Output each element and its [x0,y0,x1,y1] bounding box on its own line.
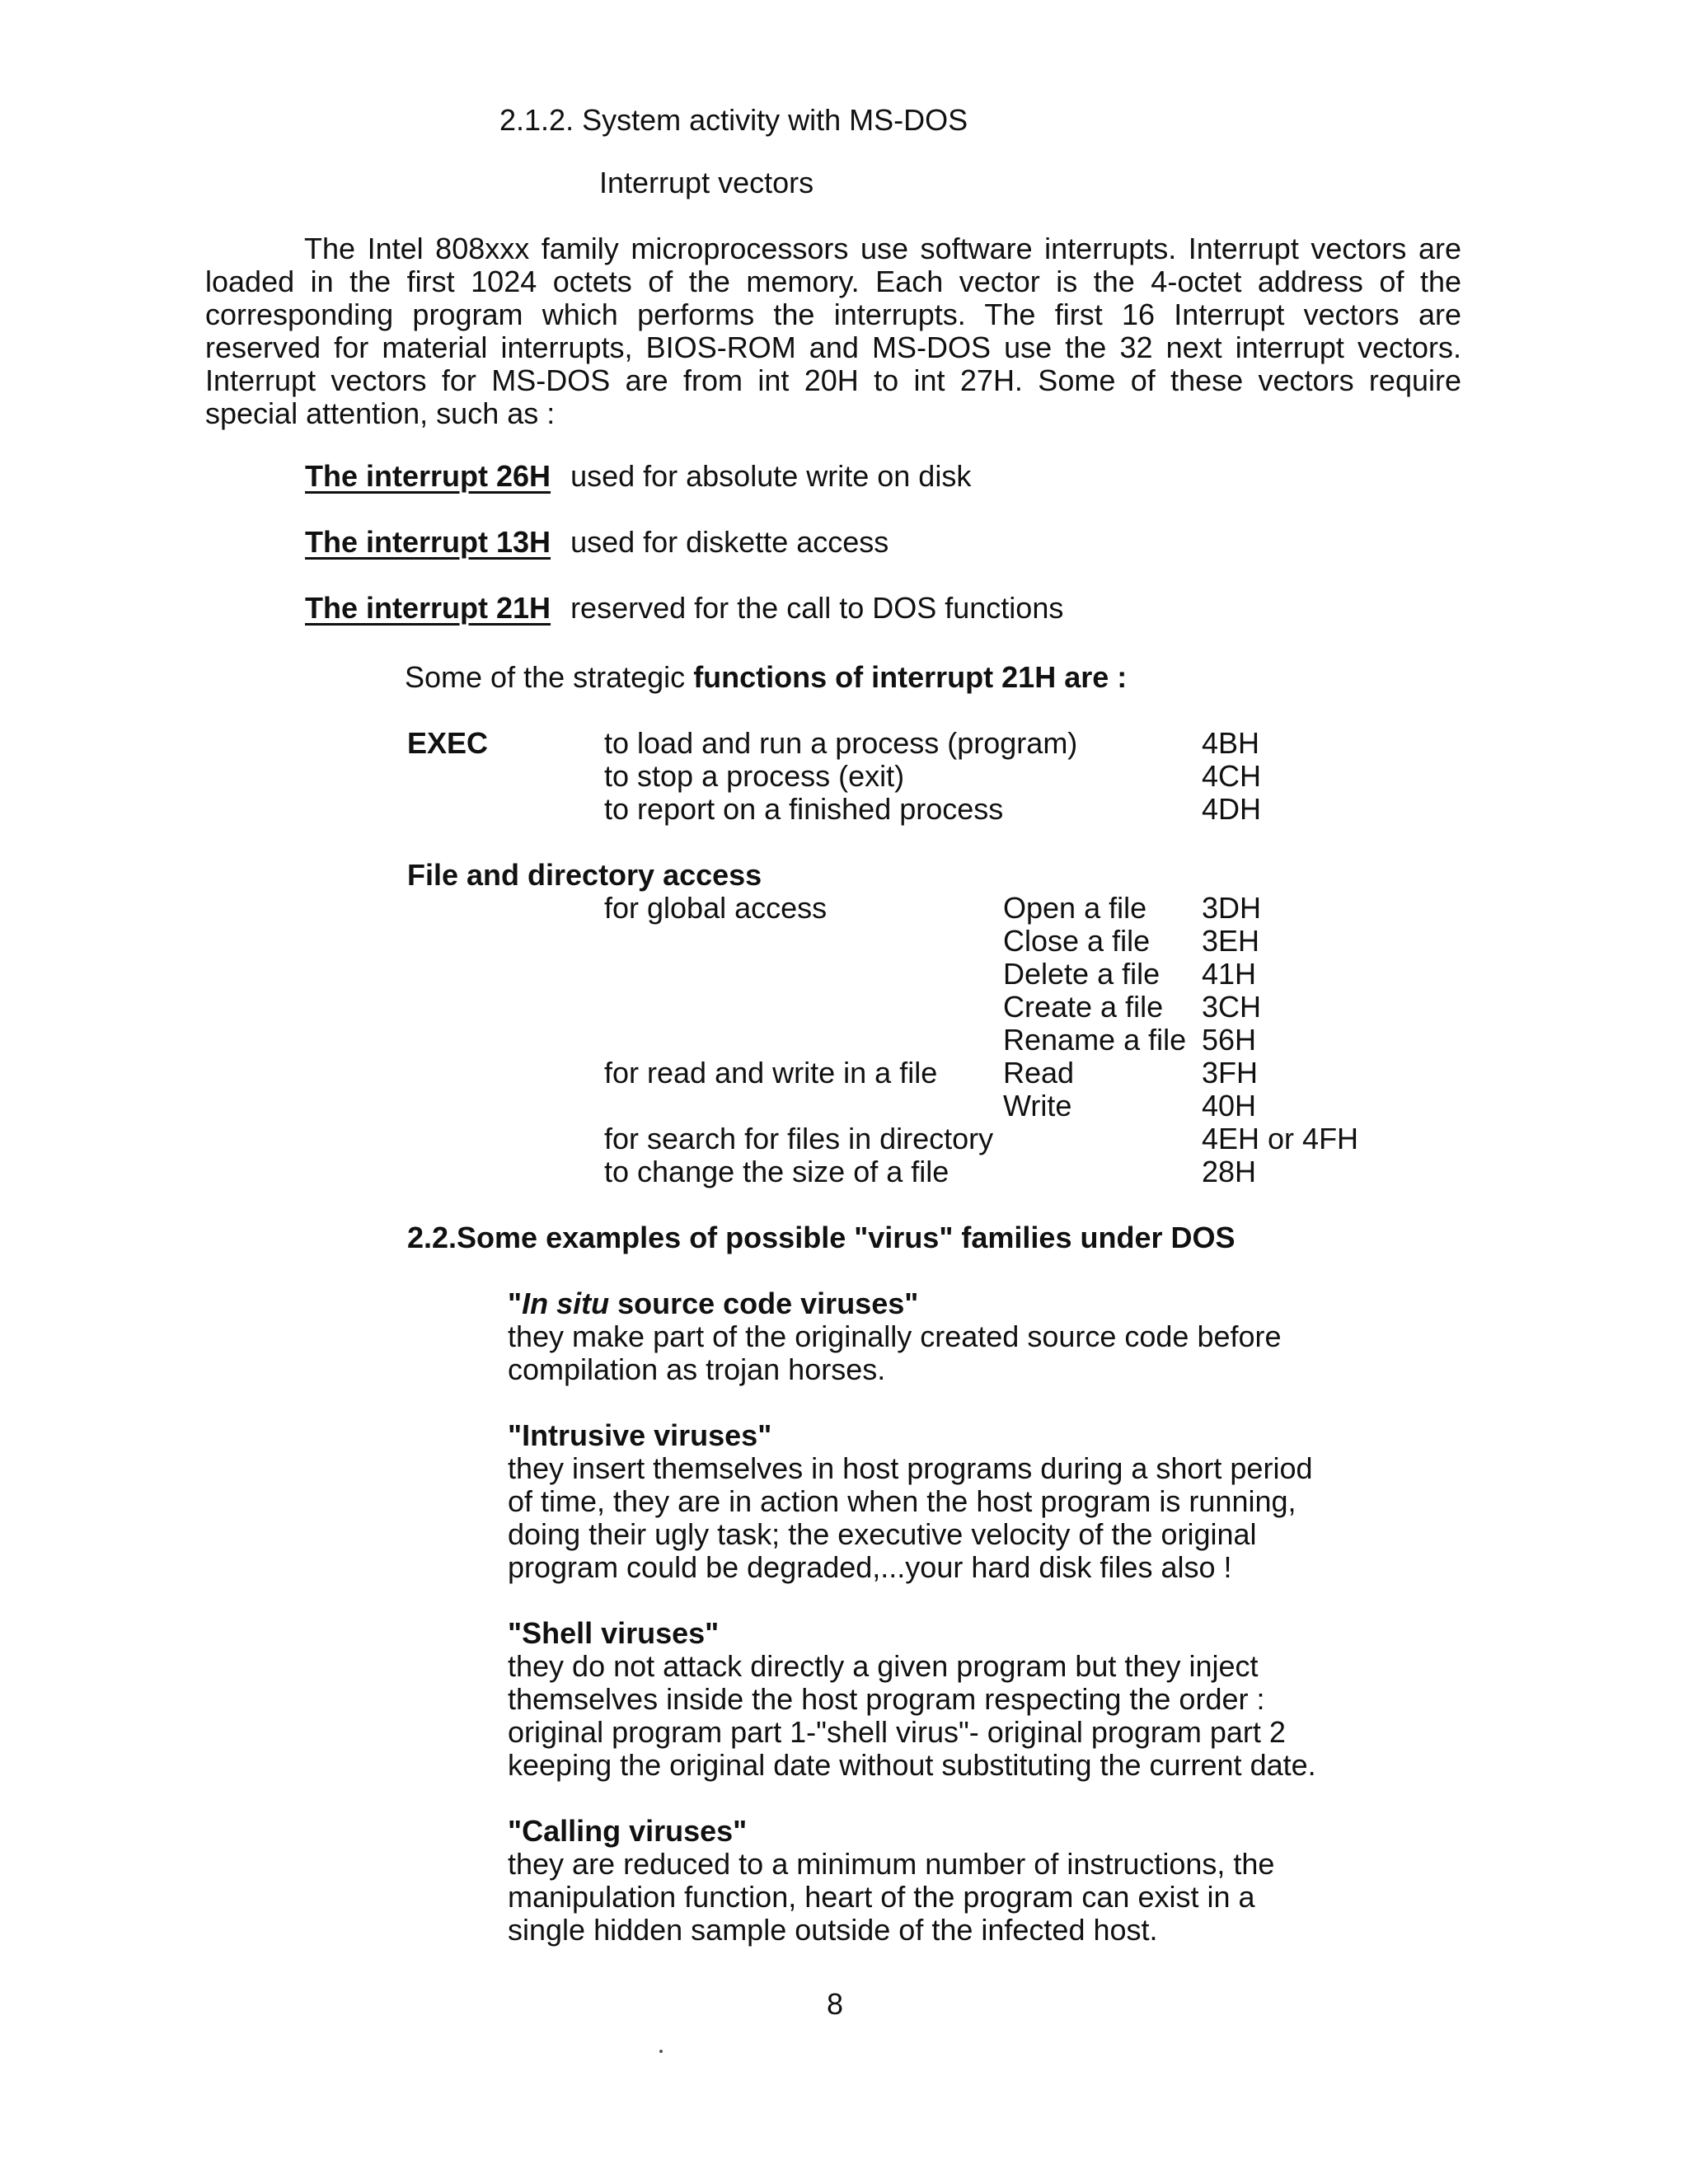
example-title: "Calling viruses" [508,1814,748,1848]
read-write-label: for read and write in a file [604,1056,938,1090]
example-title-rest: source code viruses" [609,1286,919,1320]
example-intrusive [508,1419,1312,1584]
exec-code: 4BH [1202,726,1260,760]
exec-code: 4DH [1202,792,1262,826]
example-line: they make part of the originally created source code before [508,1319,1282,1353]
example-title: "Shell viruses" [508,1616,720,1650]
interrupt-name: The interrupt 21H [305,591,551,625]
file-op: Open a file [1003,891,1147,925]
section2-title: 2.2.Some examples of possible "virus" families under DOS [407,1221,1236,1254]
exec-code: 4CH [1202,759,1262,793]
example-line: of time, they are in action when the host program is running, [508,1484,1296,1518]
section-title: 2.1.2. System activity with MS-DOS [499,103,968,137]
interrupt-item [305,592,1063,625]
file-code: 4EH or 4FH [1202,1122,1359,1155]
subtitle: Interrupt vectors [599,166,814,199]
page-number: 8 [827,1987,844,2021]
file-code: 3EH [1202,924,1260,958]
file-desc: to change the size of a file [604,1155,950,1188]
example-line: compilation as trojan horses. [508,1352,886,1386]
exec-label: EXEC [407,726,489,760]
file-op: Read [1003,1056,1075,1090]
global-access-label: for global access [604,891,828,925]
interrupt-name: The interrupt 26H [305,459,551,493]
file-code: 3FH [1202,1056,1259,1090]
file-code: 41H [1202,957,1257,991]
example-line: doing their ugly task; the executive velocity of the original [508,1517,1257,1551]
functions-intro-prefix: Some of the strategic [405,660,694,694]
file-code: 56H [1202,1023,1257,1057]
file-code: 3DH [1202,891,1262,925]
example-line: manipulation function, heart of the program can exist in a [508,1880,1255,1914]
functions-intro-bold: functions of interrupt 21H are : [693,660,1128,694]
interrupt-desc: reserved for the call to DOS functions [570,591,1064,625]
file-access-label: File and directory access [407,858,762,892]
intro-line: corresponding program which performs the interrupts. The first 16 Interrupt vectors are [205,298,1461,331]
file-op: Write [1003,1089,1072,1122]
example-shell [508,1617,1316,1782]
intro-line: loaded in the first 1024 octets of the memory. Each vector is the 4-octet address of the [205,265,1461,298]
file-code: 40H [1202,1089,1257,1122]
file-desc: for search for files in directory [604,1122,994,1155]
file-code: 3CH [1202,990,1262,1024]
interrupt-name: The interrupt 13H [305,525,551,559]
example-title: "Intrusive viruses" [508,1418,772,1452]
example-line: keeping the original date without substituting the current date. [508,1748,1316,1782]
intro-line: Interrupt vectors for MS-DOS are from int 20H to int 27H. Some of these vectors require [205,363,1461,397]
file-op: Rename a file [1003,1023,1187,1057]
example-line: they do not attack directly a given program but they inject [508,1649,1259,1683]
intro-line: reserved for material interrupts, BIOS-ROM and MS-DOS use the 32 next interrupt vectors. [205,330,1461,364]
example-line: program could be degraded,...your hard disk files also ! [508,1550,1232,1584]
scan-speck [659,2050,663,2053]
exec-desc: to load and run a process (program) [604,726,1078,760]
file-op: Delete a file [1003,957,1160,991]
example-calling [508,1815,1274,1947]
example-title-open: " [508,1286,523,1320]
intro-line: special attention, such as : [205,396,556,430]
intro-line: The Intel 808xxx family microprocessors use software interrupts. Interrupt vectors are [304,232,1461,265]
example-line: original program part 1-"shell virus"- original program part 2 [508,1715,1286,1749]
example-line: themselves inside the host program respecting the order : [508,1682,1265,1716]
example-title [508,1287,1282,1320]
file-op: Create a file [1003,990,1164,1024]
file-op: Close a file [1003,924,1151,958]
interrupt-item [305,460,971,493]
interrupt-item [305,526,889,559]
exec-desc: to stop a process (exit) [604,759,905,793]
intro-paragraph [205,232,1461,430]
example-line: single hidden sample outside of the infected host. [508,1913,1158,1947]
file-code: 28H [1202,1155,1257,1188]
example-line: they insert themselves in host programs during a short period [508,1451,1313,1485]
exec-desc: to report on a finished process [604,792,1004,826]
example-title-italic: In situ [522,1286,610,1320]
example-line: they are reduced to a minimum number of instructions, the [508,1847,1275,1881]
interrupt-desc: used for absolute write on disk [570,459,972,493]
functions-intro [405,661,1127,694]
example-insitu [508,1287,1282,1386]
interrupt-desc: used for diskette access [570,525,889,559]
